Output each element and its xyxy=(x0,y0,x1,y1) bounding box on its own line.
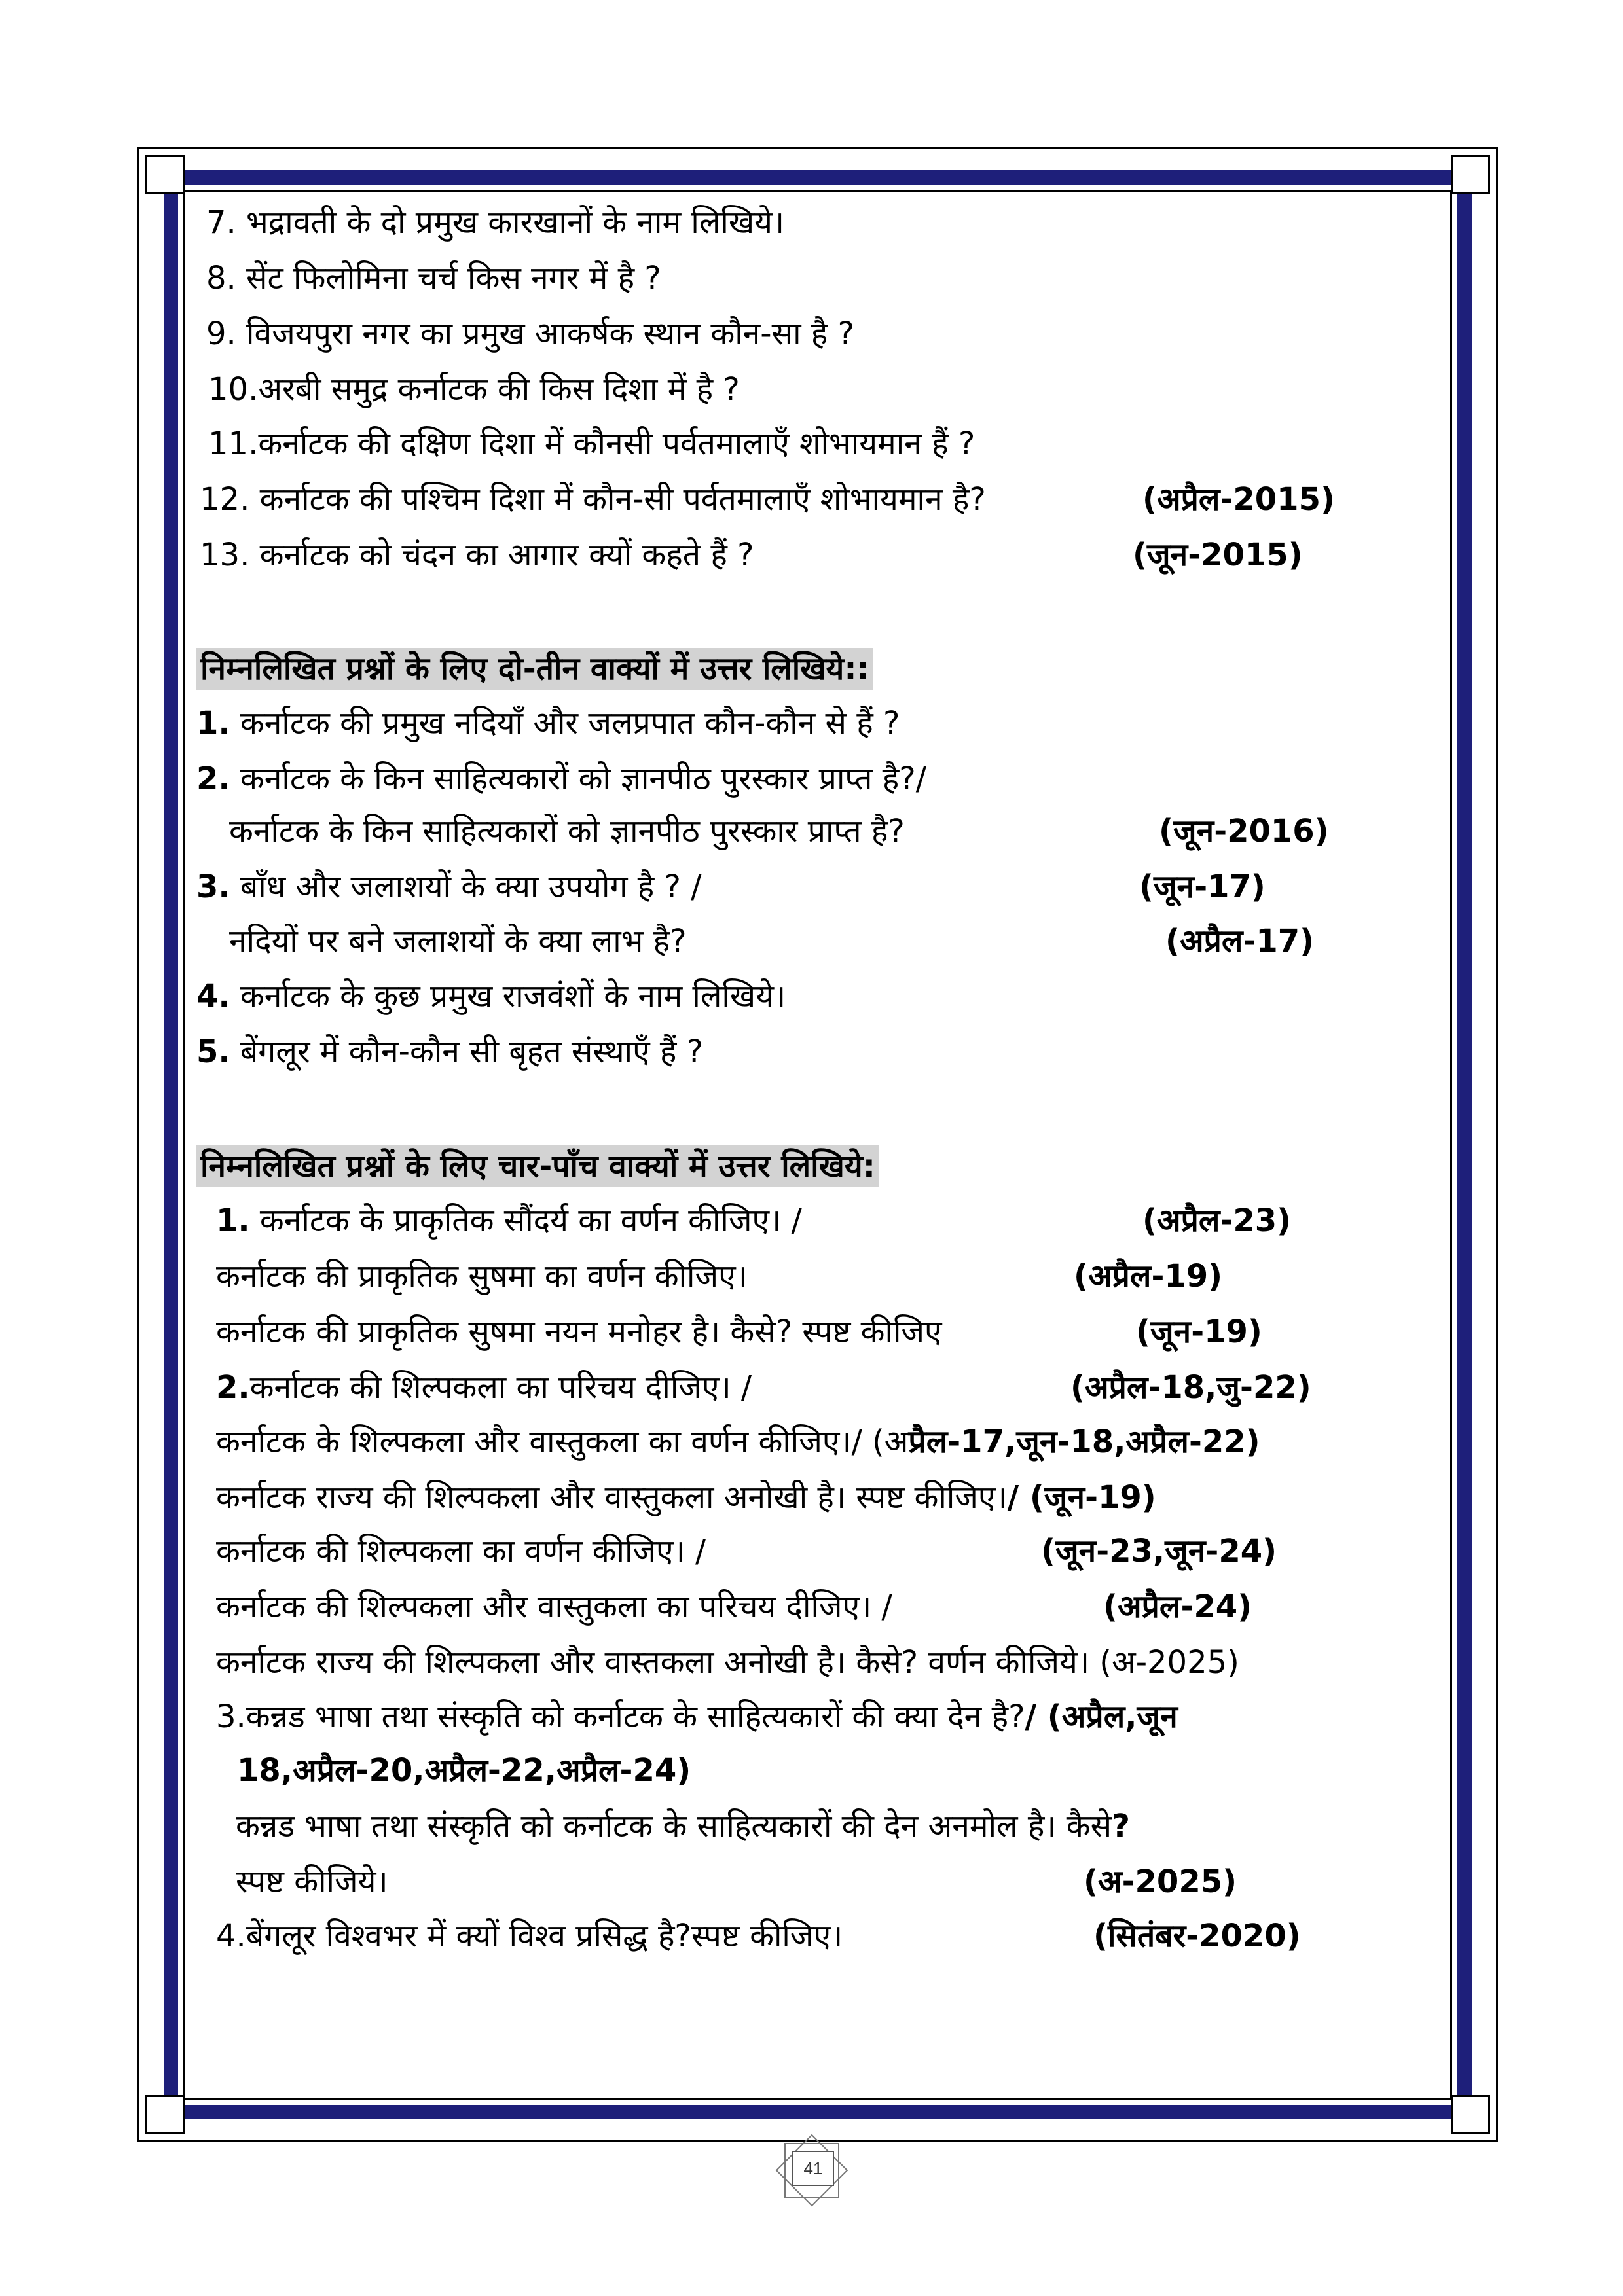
exam-tag: / (अप्रैल,जून xyxy=(1025,1698,1178,1735)
question-12: 12. कर्नाटक की पश्चिम दिशा में कौन-सी पर्वतमालाएँ शोभायमान है? xyxy=(200,481,986,518)
item-text: कर्नाटक के प्राकृतिक सौंदर्य का वर्णन कीजिए। / xyxy=(249,1202,802,1239)
item-text: कर्नाटक के शिल्पकला और वास्तुकला का वर्णन कीजिए।/ (अ xyxy=(216,1424,909,1460)
exam-tag: (सितंबर-2020) xyxy=(1093,1918,1301,1954)
item-text: कर्नाटक राज्य की शिल्पकला और वास्तुकला अनोखी है। स्पष्ट कीजिए। xyxy=(216,1479,1008,1516)
exam-tag: (जून-23,जून-24) xyxy=(1041,1533,1277,1570)
question-8: 8. सेंट फिलोमिना चर्च किस नगर में है ? xyxy=(206,260,661,296)
exam-tag: / (जून-19) xyxy=(1007,1479,1156,1516)
exam-tag: (अप्रैल-19) xyxy=(1074,1258,1223,1295)
list-item xyxy=(216,1697,1178,1736)
item-number: 2. xyxy=(216,1369,250,1406)
question-7: 7. भद्रावती के दो प्रमुख कारखानों के नाम लिखिये। xyxy=(206,204,785,241)
list-item: कर्नाटक राज्य की शिल्पकला और वास्तकला अनोखी है। कैसे? वर्णन कीजिये। (अ-2025) xyxy=(216,1644,1239,1681)
exam-tag: (अप्रैल-18,जु-22) xyxy=(1070,1369,1311,1406)
item-text: कर्नाटक की शिल्पकला का परिचय दीजिए। / xyxy=(249,1369,752,1406)
list-item: नदियों पर बने जलाशयों के क्या लाभ है? xyxy=(229,923,687,960)
item-text: 3.कन्नड भाषा तथा संस्कृति को कर्नाटक के साहित्यकारों की क्या देन है? xyxy=(216,1698,1025,1735)
exam-tag: प्रैल-17,जून-18,अप्रैल-22) xyxy=(908,1424,1260,1460)
exam-tag: (अप्रैल-2015) xyxy=(1142,481,1335,518)
page-number-badge xyxy=(774,2132,850,2208)
list-item: कर्नाटक की शिल्पकला का वर्णन कीजिए। / xyxy=(216,1533,706,1570)
section-heading-long-answer: निम्नलिखित प्रश्नों के लिए चार-पाँच वाक्यों में उत्तर लिखिये: xyxy=(196,1145,879,1187)
list-item: कर्नाटक की शिल्पकला और वास्तुकला का परिचय दीजिए। / xyxy=(216,1588,892,1625)
exam-tag: (जून-2016) xyxy=(1159,813,1329,850)
border-corner-ornament xyxy=(145,2095,185,2134)
section-heading-short-answer: निम्नलिखित प्रश्नों के लिए दो-तीन वाक्यों में उत्तर लिखिये:: xyxy=(196,648,873,690)
item-number: 3. xyxy=(196,869,230,905)
exam-tag: (अप्रैल-23) xyxy=(1142,1202,1292,1239)
border-corner-ornament xyxy=(1451,155,1490,194)
item-text: कर्नाटक की प्रमुख नदियाँ और जलप्रपात कौन-कौन से हैं ? xyxy=(230,705,900,742)
item-text: कर्नाटक के किन साहित्यकारों को ज्ञानपीठ पुरस्कार प्राप्त है?/ xyxy=(230,761,926,797)
list-item xyxy=(196,1032,703,1071)
item-text: कन्नड भाषा तथा संस्कृति को कर्नाटक के साहित्यकारों की देन अनमोल है। कैसे xyxy=(236,1808,1112,1844)
list-item xyxy=(196,867,701,906)
exam-tag: (जून-2015) xyxy=(1133,537,1303,573)
border-corner-ornament xyxy=(145,155,185,194)
item-text: बाँध और जलाशयों के क्या उपयोग है ? / xyxy=(230,869,702,905)
exam-tag: 18,अप्रैल-20,अप्रैल-22,अप्रैल-24) xyxy=(237,1752,691,1789)
item-number: 5. xyxy=(196,1033,230,1070)
exam-tag: (अप्रैल-17) xyxy=(1165,923,1315,960)
list-item xyxy=(196,977,786,1016)
list-item xyxy=(216,1201,802,1240)
list-item: कर्नाटक की प्राकृतिक सुषमा का वर्णन कीजिए। xyxy=(216,1258,748,1295)
list-item xyxy=(236,1806,1130,1846)
list-item xyxy=(216,1368,752,1407)
question-9: 9. विजयपुरा नगर का प्रमुख आकर्षक स्थान कौन-सा है ? xyxy=(206,315,854,352)
item-text: बेंगलूर में कौन-कौन सी बृहत संस्थाएँ हैं ? xyxy=(230,1033,704,1070)
list-item: कर्नाटक की प्राकृतिक सुषमा नयन मनोहर है। कैसे? स्पष्ट कीजिए xyxy=(216,1314,942,1350)
item-number: 1. xyxy=(196,705,230,742)
item-number: 2. xyxy=(196,761,230,797)
exam-tag: (अ-2025) xyxy=(1084,1863,1237,1900)
item-number: 4. xyxy=(196,978,230,1014)
question-11: 11.कर्नाटक की दक्षिण दिशा में कौनसी पर्वतमालाएँ शोभायमान हैं ? xyxy=(208,425,976,462)
exam-tag: (जून-19) xyxy=(1136,1314,1262,1350)
exam-tag: (अप्रैल-24) xyxy=(1103,1588,1252,1625)
list-item: स्पष्ट कीजिये। xyxy=(236,1863,388,1900)
list-item xyxy=(216,1478,1156,1517)
item-number: 1. xyxy=(216,1202,250,1239)
list-item xyxy=(196,759,926,798)
exam-tag: ? xyxy=(1112,1808,1130,1844)
list-item: 4.बेंगलूर विश्वभर में क्यों विश्व प्रसिद्ध है?स्पष्ट कीजिए। xyxy=(216,1918,843,1954)
border-corner-ornament xyxy=(1451,2095,1490,2134)
page-number: 41 xyxy=(792,2151,834,2186)
list-item xyxy=(216,1422,1260,1462)
question-13: 13. कर्नाटक को चंदन का आगार क्यों कहते हैं ? xyxy=(200,537,754,573)
question-10: 10.अरबी समुद्र कर्नाटक की किस दिशा में है ? xyxy=(208,371,740,408)
exam-tag: (जून-17) xyxy=(1139,869,1266,905)
list-item xyxy=(196,704,900,743)
list-item: कर्नाटक के किन साहित्यकारों को ज्ञानपीठ पुरस्कार प्राप्त है? xyxy=(229,813,905,850)
item-text: कर्नाटक के कुछ प्रमुख राजवंशों के नाम लिखिये। xyxy=(230,978,786,1014)
